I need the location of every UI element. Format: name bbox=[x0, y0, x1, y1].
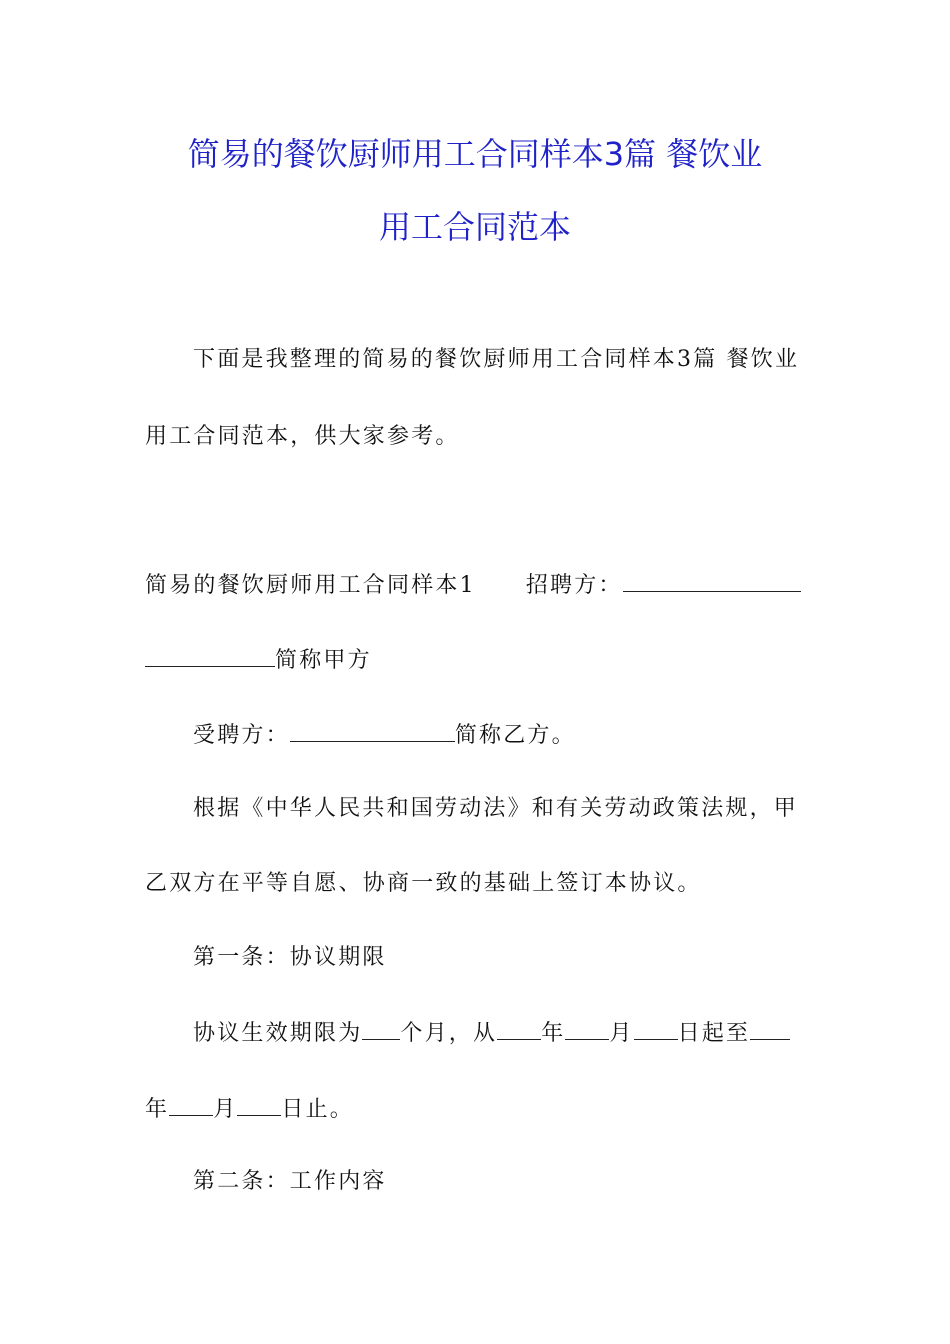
article2-title: 第二条：工作内容 bbox=[193, 1169, 387, 1194]
end-year-label: 年 bbox=[145, 1097, 170, 1122]
intro-line-1: 下面是我整理的简易的餐饮厨师用工合同样本3篇 餐饮业 bbox=[193, 347, 800, 372]
basis-line-2: 乙双方在平等自愿、协商一致的基础上签订本协议。 bbox=[145, 871, 702, 896]
basis-line-1: 根据《中华人民共和国劳动法》和有关劳动政策法规，甲 bbox=[193, 796, 799, 821]
end-day-label: 日止。 bbox=[281, 1097, 355, 1122]
term-line-1 bbox=[193, 1017, 790, 1049]
start-day-blank bbox=[634, 1017, 678, 1040]
start-month-blank bbox=[565, 1017, 609, 1040]
employer-blank bbox=[623, 569, 801, 592]
intro-line-2: 用工合同范本，供大家参考。 bbox=[145, 424, 460, 449]
start-month-label: 月 bbox=[609, 1021, 634, 1046]
term-line-2 bbox=[145, 1093, 354, 1125]
employer-label: 招聘方： bbox=[525, 573, 623, 598]
end-month-blank bbox=[169, 1093, 213, 1116]
term-prefix: 协议生效期限为 bbox=[193, 1021, 363, 1046]
employee-line bbox=[193, 719, 576, 751]
end-day-blank bbox=[237, 1093, 281, 1116]
start-year-blank bbox=[497, 1017, 541, 1040]
document-title-line-1: 简易的餐饮厨师用工合同样本3篇 餐饮业 bbox=[187, 135, 763, 173]
start-year-label: 年 bbox=[541, 1021, 566, 1046]
end-year-blank bbox=[750, 1017, 790, 1040]
document-title-line-2: 用工合同范本 bbox=[378, 208, 571, 246]
start-day-label: 日起至 bbox=[677, 1021, 751, 1046]
employee-suffix: 简称乙方。 bbox=[454, 723, 576, 748]
end-month-label: 月 bbox=[213, 1097, 238, 1122]
employee-label: 受聘方： bbox=[193, 723, 290, 748]
article1-title: 第一条：协议期限 bbox=[193, 945, 387, 970]
employer-suffix: 简称甲方 bbox=[275, 648, 372, 673]
sample1-heading-line bbox=[145, 569, 801, 601]
sample1-heading: 简易的餐饮厨师用工合同样本1 bbox=[145, 573, 476, 598]
term-months: 个月，从 bbox=[400, 1021, 498, 1046]
employee-blank bbox=[290, 719, 455, 742]
employer-blank-continued bbox=[145, 644, 275, 667]
employer-line bbox=[145, 644, 372, 676]
months-blank bbox=[362, 1017, 400, 1040]
